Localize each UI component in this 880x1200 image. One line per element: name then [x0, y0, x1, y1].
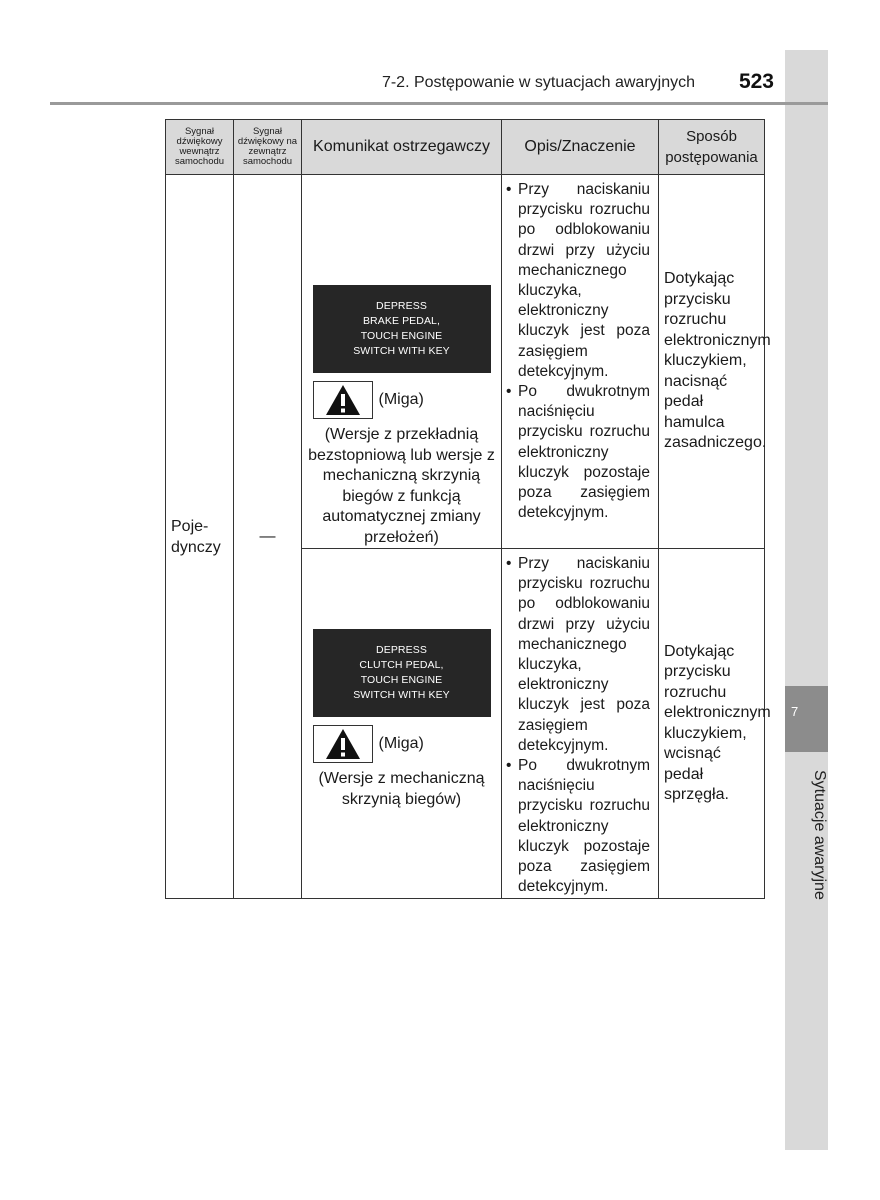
- blink-label: (Miga): [378, 391, 424, 408]
- display-line: BRAKE PEDAL,: [362, 315, 441, 327]
- description-bullet: • Przy naciskaniu przycisku rozruchu po odblokowaniu drzwi przy użyciu mechanicznego kluczyka, elektroniczny kluczyk jest poza zasięgiem detekcyjnym.: [506, 180, 650, 382]
- display-line: SWITCH WITH KEY: [353, 345, 450, 357]
- display-line: SWITCH WITH KEY: [353, 689, 450, 701]
- header-internal-signal: Sygnał dźwiękowy wewnątrz samochodu: [166, 120, 234, 175]
- chapter-label: Sytuacje awaryjne: [811, 770, 828, 900]
- page-number: 523: [738, 70, 774, 93]
- description-cell: [502, 175, 659, 549]
- blink-label: (Miga): [378, 735, 424, 752]
- chapter-tab[interactable]: [785, 686, 828, 752]
- header-external-signal: Sygnał dźwiękowy na zewnątrz samochodu: [234, 120, 302, 175]
- display-line: CLUTCH PEDAL,: [359, 659, 444, 671]
- procedure-cell: Dotykając przycisku rozruchu elektronicznym kluczykiem, wcisnąć pedał sprzęgła.: [659, 549, 765, 899]
- description-cell: [502, 549, 659, 899]
- header-description: Opis/Znaczenie: [502, 120, 659, 175]
- chapter-number: 7: [791, 704, 799, 719]
- display-message: [313, 285, 491, 373]
- display-line: DEPRESS: [376, 644, 427, 656]
- description-bullet: • Przy naciskaniu przycisku rozruchu po odblokowaniu drzwi przy użyciu mechanicznego kluczyka, elektroniczny kluczyk jest poza zasięgiem detekcyjnym.: [506, 554, 650, 756]
- message-cell: [302, 549, 502, 899]
- variant-note: (Wersje z mechaniczną skrzynią biegów): [318, 770, 485, 808]
- page-header: [50, 60, 828, 105]
- external-signal-cell: —: [234, 175, 302, 899]
- table-header-row: [166, 120, 765, 175]
- description-bullet: • Po dwukrotnym naciśnięciu przycisku rozruchu elektroniczny kluczyk pozostaje poza zasięgiem detekcyjnym.: [506, 756, 650, 897]
- warning-triangle-icon: [313, 725, 373, 763]
- side-strip: [785, 50, 828, 1150]
- display-message: [313, 629, 491, 717]
- header-message: Komunikat ostrzegawczy: [302, 120, 502, 175]
- warning-table: [165, 119, 771, 899]
- message-cell: [302, 175, 502, 549]
- section-title: 7-2. Postępowanie w sytuacjach awaryjnych: [381, 74, 695, 91]
- display-line: TOUCH ENGINE: [360, 674, 443, 686]
- header-procedure: Sposób postępowania: [659, 120, 765, 175]
- variant-note: (Wersje z przekładnią bezstopniową lub wersje z mechaniczną skrzynią biegów z funkcją automatycznej zmiany przełożeń): [308, 426, 495, 546]
- display-line: DEPRESS: [376, 300, 427, 312]
- warning-triangle-icon: [313, 381, 373, 419]
- display-line: TOUCH ENGINE: [360, 330, 443, 342]
- internal-signal-cell: Poje-dynczy: [166, 175, 234, 899]
- description-bullet: • Po dwukrotnym naciśnięciu przycisku rozruchu elektroniczny kluczyk pozostaje poza zasięgiem detekcyjnym.: [506, 382, 650, 523]
- procedure-cell: Dotykając przycisku rozruchu elektronicznym kluczykiem, nacisnąć pedał hamulca zasadniczego.: [659, 175, 765, 549]
- table-row: [166, 175, 765, 549]
